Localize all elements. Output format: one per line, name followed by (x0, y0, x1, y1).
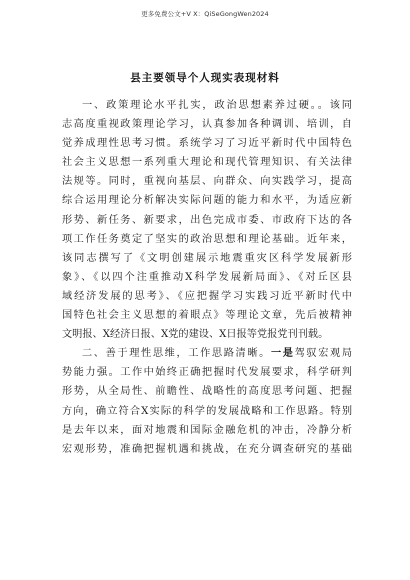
body-line-text: 法规等。同时，重视向基层、向群众、向实践学习，提高 (62, 176, 352, 188)
body-line-text: 文明报、X经济日报、X党的建设、X日报等党报党刊刊载。 (62, 329, 329, 341)
body-line (62, 96, 352, 115)
body-line-emphasis: 一是 (270, 347, 295, 360)
body-line-text: 社会主义思想一系列重大理论和现代管理知识、有关法律 (62, 157, 352, 169)
body-line (62, 249, 352, 268)
body-line-text: 综合运用理论分析解决实际问题的能力和水平，为适应新 (62, 195, 352, 207)
header-watermark: 更多免费公文+V X：QiSeGongWen2024 (141, 10, 269, 18)
body-line-text: 项工作任务奠定了坚实的政治思想和理论基础。近年来， (62, 233, 352, 245)
body-line (62, 134, 352, 153)
body-line-text: 国特色社会主义思想的着眼点》等理论文章，先后被精神 (62, 310, 352, 322)
document-body (62, 96, 352, 459)
body-line (62, 306, 352, 325)
body-line-text: 一、政策理论水平扎实，政治思想素养过硬。。该同 (82, 100, 352, 111)
body-line (62, 172, 352, 191)
body-line (62, 211, 352, 230)
body-line-text: 形势，从全局性、前瞻性、战略性的高度思考问题、把握 (62, 386, 352, 398)
body-line (62, 230, 352, 249)
body-line-text: 是去年以来，面对地震和国际金融危机的冲击，冷静分析 (62, 424, 352, 436)
body-line (62, 402, 352, 421)
body-line (62, 191, 352, 210)
body-line (62, 363, 352, 382)
body-line-text: 志高度重视政策理论学习，认真参加各种调训、培训，自 (62, 119, 352, 131)
body-line-text: 觉养成理性思考习惯。系统学习了习近平新时代中国特色 (62, 138, 352, 150)
body-line-text: 形势、新任务、新要求，出色完成市委、市政府下达的各 (62, 214, 352, 226)
body-line-text: 该同志撰写了《文明创建展示地震重灾区科学发展新形 (62, 252, 352, 264)
body-line-text: 宏观形势，准确把握机遇和挑战，在充分调查研究的基础 (62, 443, 352, 455)
document-title: 县主要领导个人现实表现材料 (130, 72, 280, 84)
body-line-text: 势能力强。工作中始终正确把握时代发展要求，科学研判 (62, 367, 352, 379)
body-line (62, 115, 352, 134)
body-line (62, 421, 352, 440)
body-line (62, 382, 352, 401)
body-line (62, 440, 352, 459)
body-line-tail: 驾驭宏观局 (294, 348, 352, 360)
body-line-text: 域经济发展的思考》、《应把握学习实践习近平新时代中 (62, 290, 352, 302)
body-line-text: 方向，确立符合X实际的科学的发展战略和工作思路。特别 (62, 405, 352, 417)
body-line-text: 象》、《以四个注重推动X科学发展新局面》、《对丘区县 (62, 271, 352, 283)
body-line (62, 325, 352, 344)
body-line (62, 287, 352, 306)
body-line (62, 344, 352, 363)
body-line (62, 268, 352, 287)
body-line (62, 153, 352, 172)
body-line-text: 二、善于理性思维，工作思路清晰。 (82, 348, 271, 360)
